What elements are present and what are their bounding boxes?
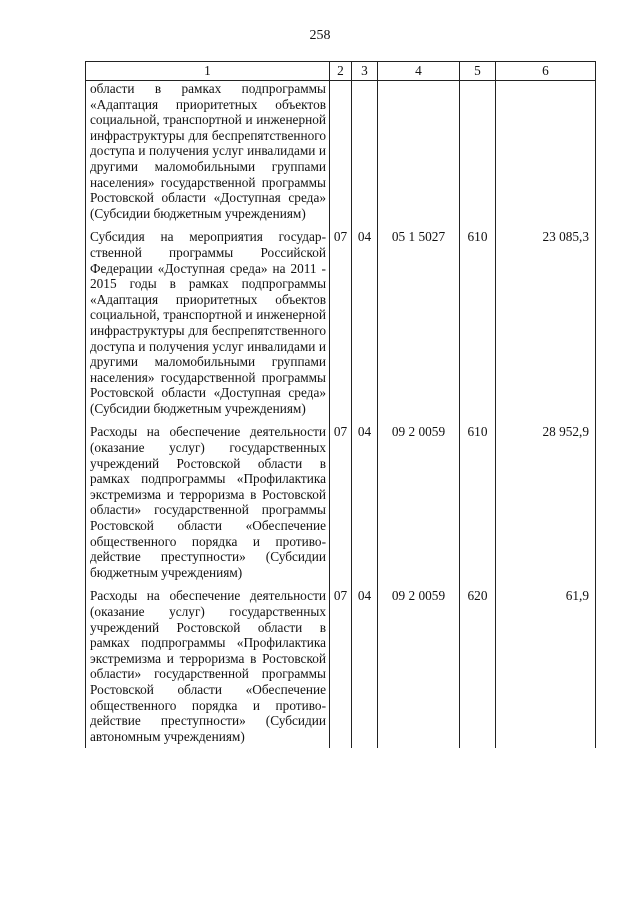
row-vr: 610 [460,420,496,584]
row-amount: 28 952,9 [496,420,596,584]
row-amount: 23 085,3 [496,225,596,420]
table-row [86,225,596,420]
header-col-2: 2 [330,62,352,81]
row-pr: 04 [352,420,378,584]
table-body [86,81,596,749]
row-description: области в рамках подпрограммы «Адаптация приоритетных объектов социальной, транспортной и инженерной инфраструктуры для беспрепятственного доступа и получения услуг инвалидами и другими маломобильными группами населения» государственной программы Ростовской области «Доступная среда» (Субсидии бюджетным учреждениям) [86,81,330,226]
table-row [86,420,596,584]
table-row [86,584,596,748]
row-description: Расходы на обеспечение деятельности (оказание услуг) государственных учреждений Ростовской области в рамках подпрограммы «Профилактика экстремизма и терроризма в Ростовской области» государственной программы Ростовской области «Обеспечение общественного порядка и противодействие преступности» (Субсидии бюджетным учреждениям) [86,420,330,584]
header-col-1: 1 [86,62,330,81]
header-col-4: 4 [378,62,460,81]
row-csr [378,81,460,226]
row-csr: 09 2 0059 [378,584,460,748]
table-row-continuation [86,81,596,226]
row-pr [352,81,378,226]
row-pr: 04 [352,225,378,420]
header-col-5: 5 [460,62,496,81]
table-header [86,62,596,81]
row-amount [496,81,596,226]
budget-table [85,61,596,748]
row-rz [330,81,352,226]
row-rz: 07 [330,584,352,748]
row-vr: 610 [460,225,496,420]
row-vr [460,81,496,226]
row-vr: 620 [460,584,496,748]
row-rz: 07 [330,420,352,584]
row-description: Субсидия на мероприятия государственной программы Российской Федерации «Доступная среда» на 2011 - 2015 годы в рамках подпрограммы «Адаптация приоритетных объектов социальной, транспортной и инженерной инфраструктуры для беспрепятственного доступа и получения услуг инвалидами и другими маломобильными группами населения» государственной программы Ростовской области «Доступная среда» (Субсидии бюджетным учреждениям) [86,225,330,420]
row-rz: 07 [330,225,352,420]
page-number: 258 [309,28,331,43]
header-col-3: 3 [352,62,378,81]
row-description: Расходы на обеспечение деятельности (оказание услуг) государственных учреждений Ростовской области в рамках подпрограммы «Профилактика экстремизма и терроризма в Ростовской области» государственной программы Ростовской области «Обеспечение общественного порядка и противодействие преступности» (Субсидии автономным учреждениям) [86,584,330,748]
row-csr: 09 2 0059 [378,420,460,584]
row-csr: 05 1 5027 [378,225,460,420]
row-amount: 61,9 [496,584,596,748]
row-pr: 04 [352,584,378,748]
header-col-6: 6 [496,62,596,81]
header-row [86,62,596,81]
